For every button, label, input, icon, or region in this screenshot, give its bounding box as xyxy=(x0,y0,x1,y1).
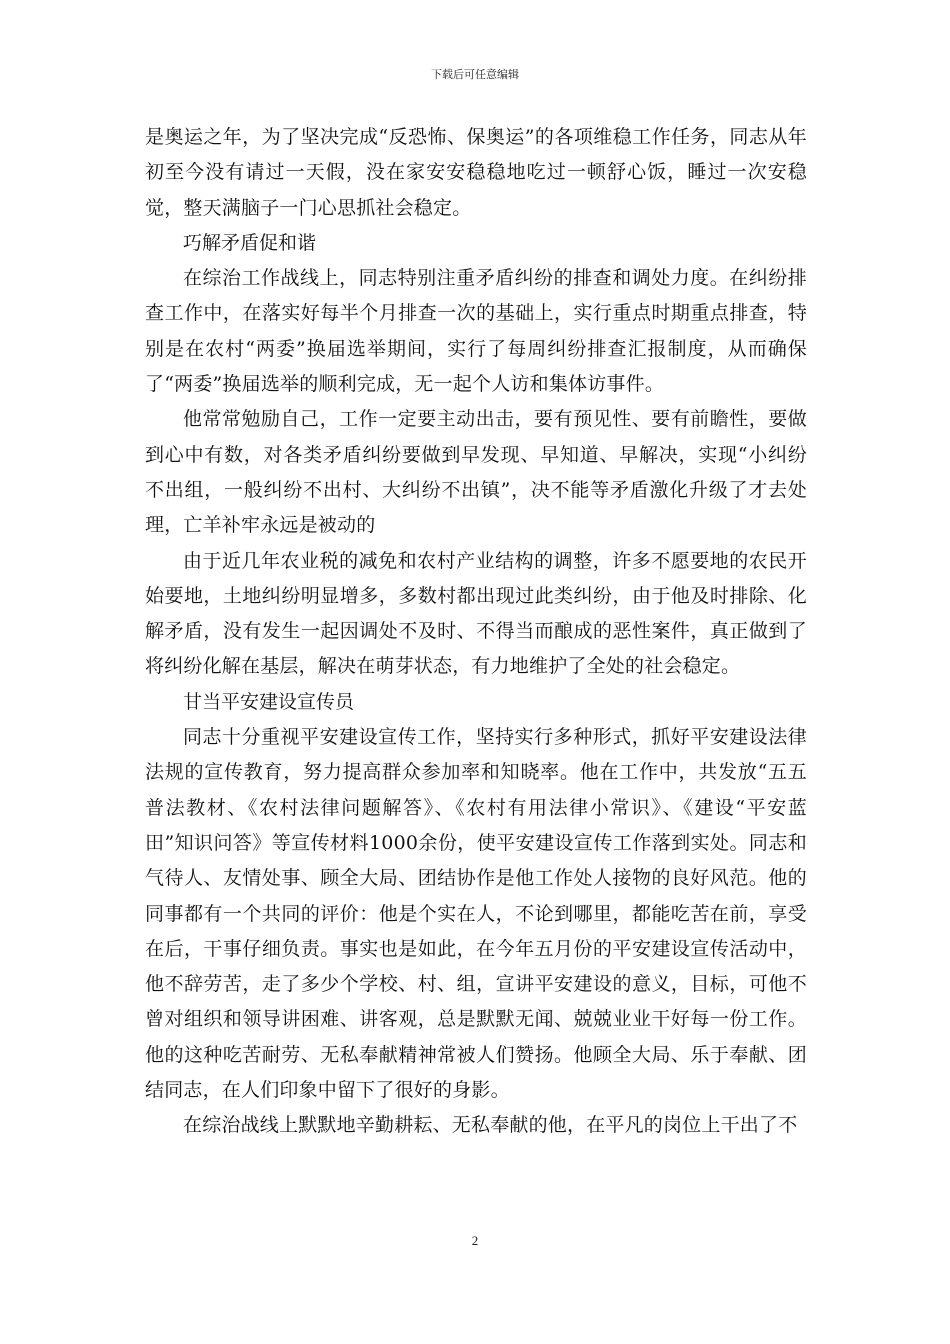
document-body xyxy=(145,120,807,1144)
paragraph-dispute-screening: 在综治工作战线上，同志特别注重矛盾纠纷的排查和调处力度。在纠纷排查工作中，在落实好每半个月排查一次的基础上，实行重点时期重点排查，特别是在农村“两委”换届选举期间，实行了每周纠纷排查汇报制度，从而确保了“两委”换届选举的顺利完成，无一起个人访和集体访事件。 xyxy=(145,267,807,396)
section-heading-resolve-conflicts: 巧解矛盾促和谐 xyxy=(183,231,317,254)
page-header: 下载后可任意编辑 xyxy=(431,68,519,81)
paragraph-olympic-year: 是奥运之年，为了坚决完成“反恐怖、保奥运”的各项维稳工作任务，同志从年初至今没有请过一天假，没在家安安稳稳地吃过一顿舒心饭，睡过一次安稳觉，整天满脑子一门心思抓社会稳定。 xyxy=(145,126,807,219)
paragraph-land-disputes: 由于近几年农业税的减免和农村产业结构的调整，许多不愿要地的农民开始要地，土地纠纷明显增多，多数村都出现过此类纠纷，由于他及时排除、化解矛盾，没有发生一起因调处不及时、不得当而酿成的恶性案件，真正做到了将纠纷化解在基层，解决在萌芽状态，有力地维护了全处的社会稳定。 xyxy=(145,549,807,678)
page-number: 2 xyxy=(471,1233,479,1248)
paragraph-safety-publicity: 同志十分重视平安建设宣传工作，坚持实行多种形式，抓好平安建设法律法规的宣传教育，努力提高群众参加率和知晓率。他在工作中，共发放“五五普法教材、《农村法律问题解答》、《农村有用法律小常识》、《建设“平安蓝田”知识问答》等宣传材料1000余份，使平安建设宣传工作落到实处。同志和气待人、友情处事、顾全大局、团结协作是他工作处人接物的良好风范。他的同事都有一个共同的评价：他是个实在人，不论到哪里，都能吃苦在前，享受在后，干事仔细负责。事实也是如此，在今年五月份的平安建设宣传活动中，他不辞劳苦，走了多少个学校、村、组，宣讲平安建设的意义，目标，可他不曾对组织和领导讲困难、讲客观，总是默默无闻、兢兢业业干好每一份工作。他的这种吃苦耐劳、无私奉献精神常被人们赞扬。他顾全大局、乐于奉献、团结同志，在人们印象中留下了很好的身影。 xyxy=(145,726,807,1102)
section-heading-publicity: 甘当平安建设宣传员 xyxy=(183,690,355,713)
paragraph-closing: 在综治战线上默默地辛勤耕耘、无私奉献的他，在平凡的岗位上干出了不 xyxy=(183,1114,798,1137)
paragraph-proactive-work: 他常常勉励自己，工作一定要主动出击，要有预见性、要有前瞻性，要做到心中有数，对各类矛盾纠纷要做到早发现、早知道、早解决，实现“小纠纷不出组，一般纠纷不出村、大纠纷不出镇”，决不能等矛盾激化升级了才去处理，亡羊补牢永远是被动的 xyxy=(145,408,807,537)
